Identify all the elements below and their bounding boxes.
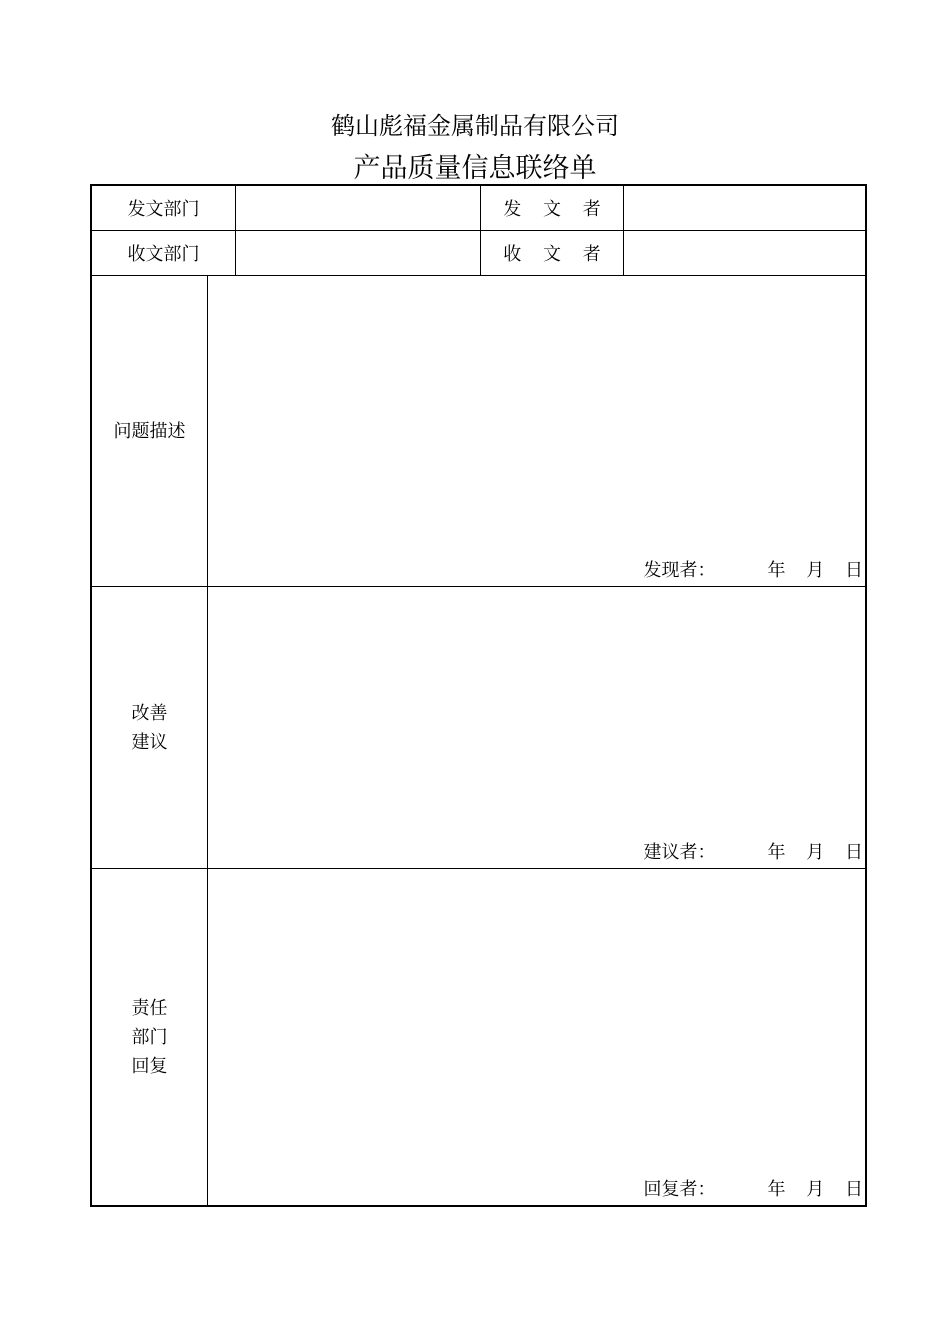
reply-section [92, 869, 865, 1205]
day-label: 日 [845, 842, 863, 863]
day-label: 日 [845, 560, 863, 581]
reply-label [92, 869, 208, 1205]
improve-date [768, 838, 863, 864]
sender-row [92, 186, 865, 231]
receiver-dept-label: 收文部门 [92, 231, 236, 275]
improve-signature-line [644, 838, 863, 864]
improve-section [92, 587, 865, 869]
year-label: 年 [767, 560, 786, 581]
reply-content-area[interactable] [208, 869, 865, 1205]
form-title: 产品质量信息联络单 [353, 153, 597, 184]
problem-section [92, 276, 865, 587]
month-label: 月 [806, 1179, 825, 1200]
improve-label-line1: 改善 [131, 702, 168, 724]
receiver-row [92, 231, 865, 276]
improve-label [92, 587, 208, 868]
month-label: 月 [806, 842, 825, 863]
improve-label-line2: 建议 [131, 731, 168, 753]
reply-label-line2: 部门 [131, 1026, 168, 1048]
replier-label: 回复者： [643, 1179, 716, 1200]
finder-label: 发现者： [643, 560, 716, 581]
problem-signature-line [644, 556, 863, 582]
reply-signature-line [644, 1175, 863, 1201]
quality-info-form [90, 184, 867, 1207]
reply-date [768, 1175, 863, 1201]
improve-content-area[interactable] [208, 587, 865, 868]
sender-dept-field[interactable] [236, 186, 481, 230]
reply-label-line3: 回复 [131, 1055, 168, 1077]
company-name: 鹤山彪福金属制品有限公司 [331, 112, 619, 140]
year-label: 年 [767, 842, 786, 863]
receiver-label: 收 文 者 [481, 231, 624, 275]
day-label: 日 [845, 1179, 863, 1200]
receiver-field[interactable] [624, 231, 865, 275]
year-label: 年 [767, 1179, 786, 1200]
receiver-dept-field[interactable] [236, 231, 481, 275]
problem-date [768, 556, 863, 582]
sender-dept-label: 发文部门 [92, 186, 236, 230]
sender-field[interactable] [624, 186, 865, 230]
problem-label: 问题描述 [92, 276, 208, 586]
problem-content-area[interactable] [208, 276, 865, 586]
reply-label-line1: 责任 [131, 997, 168, 1019]
suggester-label: 建议者： [643, 842, 716, 863]
sender-label: 发 文 者 [481, 186, 624, 230]
month-label: 月 [806, 560, 825, 581]
